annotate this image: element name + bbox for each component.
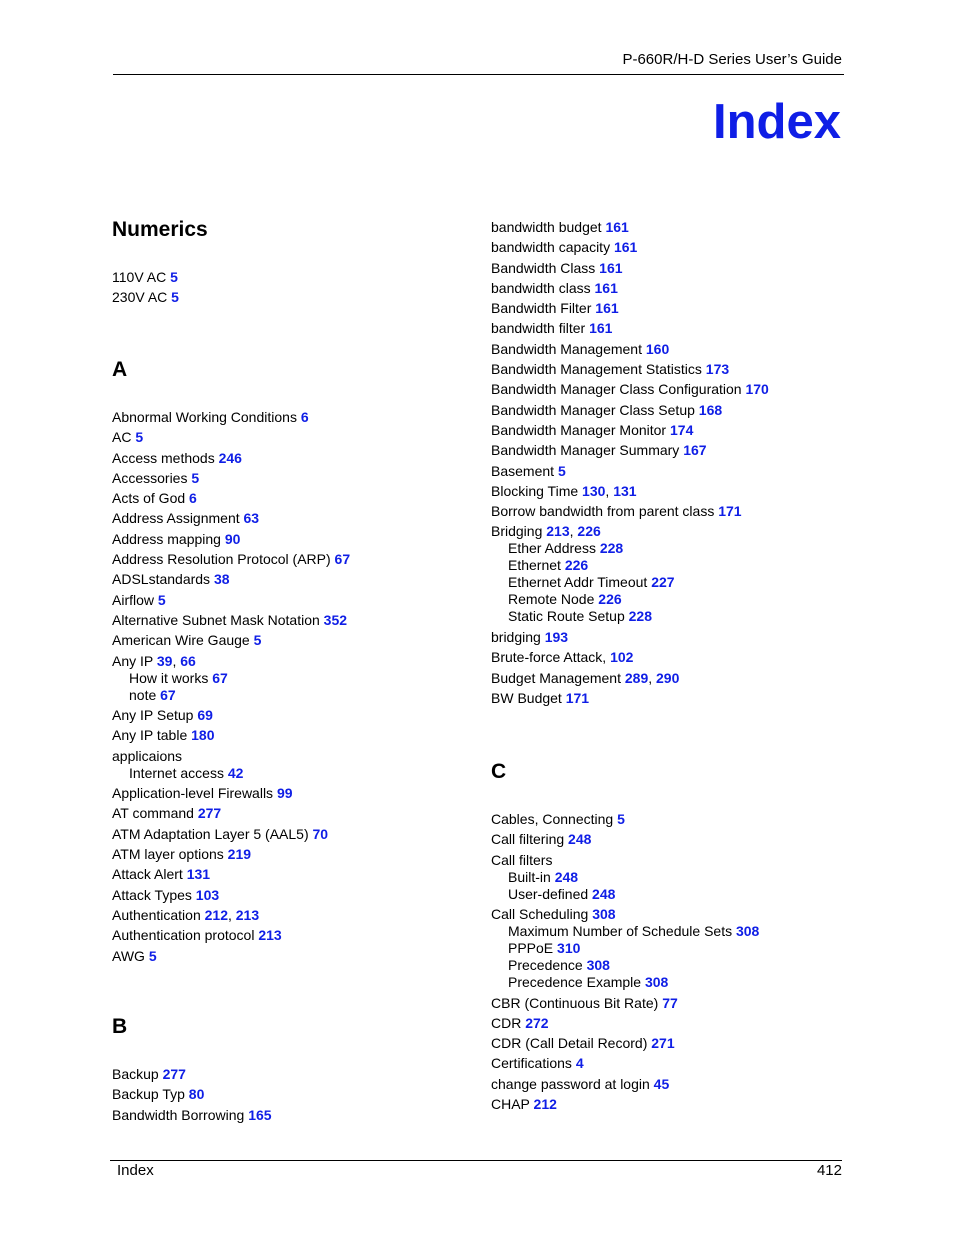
index-term: Application-level Firewalls (112, 785, 274, 802)
index-entry-group (112, 653, 350, 704)
index-section-a (112, 357, 350, 968)
page-link[interactable]: 212 (533, 1096, 557, 1113)
index-term: Bandwidth Borrowing (112, 1106, 245, 1123)
index-entry (491, 341, 769, 358)
page-link[interactable]: 308 (592, 906, 616, 923)
index-term: bridging (491, 628, 541, 645)
page-link[interactable]: 174 (670, 421, 694, 438)
page-link[interactable]: 308 (586, 957, 610, 974)
index-entry (112, 429, 350, 446)
index-entry (491, 811, 759, 828)
page-link[interactable]: 308 (644, 974, 669, 991)
index-term: Blocking Time (491, 482, 579, 499)
entry-list (112, 1066, 272, 1124)
index-term: Airflow (112, 591, 155, 608)
index-section-b (112, 1014, 272, 1127)
index-entry (112, 748, 350, 765)
page-link[interactable]: 290 (656, 669, 680, 686)
page-link[interactable]: 161 (595, 300, 619, 317)
index-term: Attack Alert (112, 866, 183, 883)
index-subentry (491, 869, 759, 886)
index-term: Address Assignment (112, 510, 240, 527)
index-entry (491, 852, 759, 869)
index-entry (491, 1055, 759, 1072)
page-link[interactable]: 272 (525, 1014, 549, 1031)
index-entry-group (491, 523, 769, 625)
running-header: P-660R/H-D Series User’s Guide (622, 51, 842, 68)
index-subentry (491, 886, 759, 903)
page-link[interactable]: 5 (170, 269, 178, 285)
page-link[interactable]: 161 (589, 320, 613, 337)
page-link[interactable]: 6 (189, 490, 197, 507)
index-term: Bandwidth Manager Class Setup (491, 401, 695, 418)
index-term: Bridging (491, 523, 543, 540)
index-subentry (112, 765, 350, 782)
footer-rule (110, 1160, 842, 1161)
page-link[interactable]: 5 (617, 811, 625, 827)
index-term: Access methods (112, 449, 215, 466)
index-entry (491, 690, 769, 707)
index-entry-group (112, 748, 350, 782)
index-entry: Bridging 213, 226 (491, 523, 601, 540)
index-term: Authentication protocol (112, 927, 255, 944)
index-term: ATM Adaptation Layer 5 (AAL5) (112, 825, 309, 842)
index-subentry (112, 687, 350, 704)
index-term: AWG (112, 947, 145, 964)
index-entry (112, 727, 350, 744)
page-link[interactable]: 352 (323, 611, 348, 628)
page-link[interactable]: 277 (197, 805, 222, 822)
index-section-c (491, 759, 759, 1116)
index-entry (112, 866, 350, 883)
index-term: Any IP (112, 652, 153, 669)
index-term: Backup (112, 1066, 159, 1082)
index-term: American Wire Gauge (112, 632, 250, 649)
page-link[interactable]: 173 (705, 361, 730, 378)
index-term: note (129, 686, 157, 703)
index-entry (491, 239, 769, 256)
index-term: change password at login (491, 1075, 650, 1092)
page-link[interactable]: 246 (218, 449, 242, 466)
page-link[interactable]: 4 (575, 1055, 584, 1072)
index-term: CHAP (491, 1096, 530, 1113)
entry-list (491, 811, 759, 1113)
page-link[interactable]: 130 (582, 482, 606, 499)
section-heading: A (112, 358, 128, 381)
index-term: Precedence Example (508, 974, 642, 991)
index-term: Certifications (491, 1055, 572, 1072)
index-entry (491, 1015, 759, 1032)
index-entry (491, 219, 769, 236)
page-link[interactable]: 193 (544, 628, 569, 645)
index-term: Alternative Subnet Mask Notation (112, 611, 320, 628)
page-link[interactable]: 171 (565, 689, 590, 706)
page-link[interactable]: 289 (624, 669, 649, 686)
index-entry (491, 831, 759, 848)
index-entry (112, 785, 350, 802)
page-link[interactable]: 271 (651, 1035, 675, 1052)
index-term: Bandwidth Class (491, 259, 596, 276)
page-link[interactable]: 226 (564, 557, 589, 574)
page-link[interactable]: 42 (227, 764, 244, 781)
index-entry (112, 450, 350, 467)
index-term: Bandwidth Manager Summary (491, 442, 680, 459)
index-subentry (491, 974, 759, 991)
index-term: Ethernet (508, 557, 561, 574)
index-term: Accessories (112, 469, 188, 486)
index-entry (491, 422, 769, 439)
page-link[interactable]: 228 (599, 540, 624, 557)
index-term: Static Route Setup (508, 608, 625, 625)
index-term: BW Budget (491, 689, 562, 706)
page-link[interactable]: 5 (253, 632, 262, 649)
index-entry (112, 948, 350, 965)
page-link[interactable]: 69 (197, 707, 213, 724)
page-link[interactable]: 77 (662, 994, 678, 1011)
index-entry (112, 805, 350, 822)
page-link[interactable]: 39 (156, 652, 173, 669)
index-term: bandwidth class (491, 279, 591, 296)
page-link[interactable]: 180 (191, 727, 215, 744)
index-entry (112, 592, 350, 609)
index-term: Remote Node (508, 591, 595, 608)
index-entry-group (491, 906, 759, 991)
index-term: CDR (491, 1014, 522, 1031)
index-entry (112, 510, 350, 527)
page-title: Index (713, 95, 841, 149)
page-link[interactable]: 213 (258, 927, 282, 944)
index-term: User-defined (508, 885, 589, 902)
index-term: How it works (129, 669, 209, 686)
page-link[interactable]: 99 (276, 785, 293, 802)
page-link[interactable]: 131 (613, 482, 637, 499)
index-entry (491, 649, 769, 666)
index-subentry (491, 923, 759, 940)
page-link[interactable]: 67 (212, 669, 228, 686)
page-link[interactable]: 131 (186, 866, 211, 883)
index-entry (112, 470, 350, 487)
index-term: Borrow bandwidth from parent class (491, 503, 715, 520)
index-term: Bandwidth Management (491, 340, 642, 357)
index-term: bandwidth capacity (491, 239, 611, 256)
index-term: Precedence (508, 957, 583, 974)
page-link[interactable]: 5 (557, 462, 566, 479)
index-term: Ethernet Addr Timeout (508, 574, 648, 591)
index-subentry (491, 557, 769, 574)
page-link[interactable]: 161 (594, 279, 618, 296)
page-link[interactable]: 165 (248, 1106, 272, 1123)
page-link[interactable]: 70 (312, 825, 329, 842)
page-link[interactable]: 226 (598, 591, 622, 608)
index-entry (112, 409, 350, 426)
index-term: Call Scheduling (491, 906, 589, 923)
index-term: CDR (Call Detail Record) (491, 1035, 648, 1052)
index-entry (112, 927, 350, 944)
index-entry: Budget Management 289, 290 (491, 669, 680, 686)
index-term: Backup Typ (112, 1086, 185, 1103)
index-section-numerics (112, 217, 208, 310)
index-subentry (491, 608, 769, 625)
index-term: Address Resolution Protocol (ARP) (112, 551, 331, 568)
index-entry (491, 1096, 759, 1113)
index-entry (112, 289, 208, 306)
index-term: Bandwidth Filter (491, 300, 592, 317)
page-link[interactable]: 6 (300, 409, 309, 425)
page-link[interactable]: 90 (224, 530, 241, 547)
index-term: Any IP table (112, 727, 188, 744)
index-entry (112, 531, 350, 548)
index-term: Call filtering (491, 831, 565, 848)
footer-section-label: Index (117, 1162, 154, 1179)
index-entry-group (491, 852, 759, 903)
page-link[interactable]: 168 (698, 401, 723, 418)
page-link[interactable]: 228 (628, 608, 652, 625)
header-rule (113, 74, 844, 75)
section-heading: B (112, 1015, 128, 1038)
page-link[interactable]: 67 (160, 686, 176, 703)
index-entry (112, 707, 350, 724)
page-link[interactable]: 160 (645, 340, 670, 357)
page-link[interactable]: 170 (745, 381, 769, 398)
page-link[interactable]: 226 (577, 523, 601, 540)
page-link[interactable]: 5 (171, 289, 179, 306)
entry-list (112, 269, 208, 306)
page-link[interactable]: 5 (148, 947, 157, 964)
index-entry (491, 361, 769, 378)
page-link[interactable]: 310 (557, 940, 581, 957)
page-link[interactable]: 102 (610, 649, 634, 666)
index-term: Address mapping (112, 530, 221, 547)
page-link[interactable]: 277 (162, 1066, 186, 1082)
index-term: Budget Management (491, 669, 621, 686)
index-entry (491, 442, 769, 459)
index-term: Maximum Number of Schedule Sets (508, 923, 733, 940)
index-entry (112, 612, 350, 629)
index-term: Abnormal Working Conditions (112, 409, 297, 425)
index-entry (112, 490, 350, 507)
index-entry (112, 1086, 272, 1103)
index-entry (112, 269, 208, 286)
index-term: PPPoE (508, 940, 554, 957)
index-term: Attack Types (112, 886, 192, 903)
page-link[interactable]: 38 (213, 571, 230, 588)
index-entry (491, 1035, 759, 1052)
index-term: Internet access (129, 764, 224, 781)
index-entry (112, 551, 350, 568)
page-link[interactable]: 5 (191, 469, 200, 486)
index-entry (112, 846, 350, 863)
index-subentry (491, 940, 759, 957)
page-link[interactable]: 227 (651, 574, 675, 591)
section-heading: C (491, 760, 507, 783)
index-term: bandwidth budget (491, 219, 602, 235)
index-term: ATM layer options (112, 846, 224, 863)
page-link[interactable]: 308 (735, 923, 760, 940)
index-term: AT command (112, 805, 194, 822)
index-entry: Blocking Time 130, 131 (491, 482, 637, 499)
index-section-b-continued (491, 219, 769, 710)
index-term: Acts of God (112, 490, 186, 507)
index-entry (491, 463, 769, 480)
index-term: 230V AC (112, 289, 168, 306)
page-link[interactable]: 248 (554, 868, 579, 885)
index-term: Ether Address (508, 540, 596, 557)
index-entry (112, 632, 350, 649)
page-link[interactable]: 213 (546, 523, 570, 540)
index-entry (112, 887, 350, 904)
index-entry (491, 995, 759, 1012)
index-entry (491, 300, 769, 317)
index-entry (491, 629, 769, 646)
page-link[interactable]: 63 (243, 510, 260, 527)
index-subentry (491, 540, 769, 557)
index-entry (491, 280, 769, 297)
page-link[interactable]: 5 (157, 591, 166, 608)
index-term: Bandwidth Manager Monitor (491, 421, 667, 438)
index-entry: Authentication 212, 213 (112, 906, 260, 923)
index-entry (491, 906, 759, 923)
index-term: Brute-force Attack, (491, 649, 607, 666)
page-link[interactable]: 248 (568, 831, 592, 848)
index-term: Bandwidth Management Statistics (491, 361, 702, 378)
index-term: Basement (491, 462, 555, 479)
entry-list (491, 219, 769, 707)
page-link[interactable]: 161 (613, 239, 638, 256)
page-number: 412 (816, 1162, 842, 1179)
index-entry (491, 320, 769, 337)
index-entry (491, 260, 769, 277)
index-subentry (491, 591, 769, 608)
index-term: AC (112, 429, 132, 446)
index-term: Call filters (491, 851, 553, 868)
page-link[interactable]: 66 (180, 652, 196, 669)
index-term: Cables, Connecting (491, 811, 614, 827)
index-entry (112, 826, 350, 843)
page-link[interactable]: 5 (135, 429, 144, 446)
index-entry (491, 503, 769, 520)
index-subentry (491, 957, 759, 974)
index-entry: Any IP 39, 66 (112, 652, 196, 669)
page-link[interactable]: 103 (195, 886, 220, 903)
index-term: Any IP Setup (112, 707, 194, 724)
index-subentry (491, 574, 769, 591)
index-term: 110V AC (112, 269, 167, 285)
page-link[interactable]: 219 (227, 846, 252, 863)
page-link[interactable]: 80 (188, 1086, 205, 1103)
index-entry (491, 1076, 759, 1093)
page-link[interactable]: 167 (683, 442, 707, 459)
index-entry (112, 1107, 272, 1124)
page-link[interactable]: 171 (718, 503, 742, 520)
section-heading: Numerics (112, 218, 208, 241)
page-link[interactable]: 161 (599, 259, 623, 276)
page-link[interactable]: 212 (204, 906, 228, 923)
index-term: Authentication (112, 906, 201, 923)
index-entry (112, 571, 350, 588)
page-link[interactable]: 45 (653, 1075, 670, 1092)
page-link[interactable]: 213 (235, 906, 260, 923)
index-term: CBR (Continuous Bit Rate) (491, 994, 659, 1011)
index-term: bandwidth filter (491, 320, 586, 337)
index-term: ADSLstandards (112, 571, 211, 588)
index-entry (112, 1066, 272, 1083)
page-link[interactable]: 248 (592, 885, 616, 902)
index-term: Built-in (508, 868, 551, 885)
page-link[interactable]: 67 (334, 551, 351, 568)
index-entry (491, 381, 769, 398)
index-term: applicaions (112, 747, 183, 764)
index-entry (491, 402, 769, 419)
entry-list (112, 409, 350, 965)
page-link[interactable]: 161 (605, 219, 629, 235)
index-term: Bandwidth Manager Class Configuration (491, 381, 742, 398)
index-subentry (112, 670, 350, 687)
